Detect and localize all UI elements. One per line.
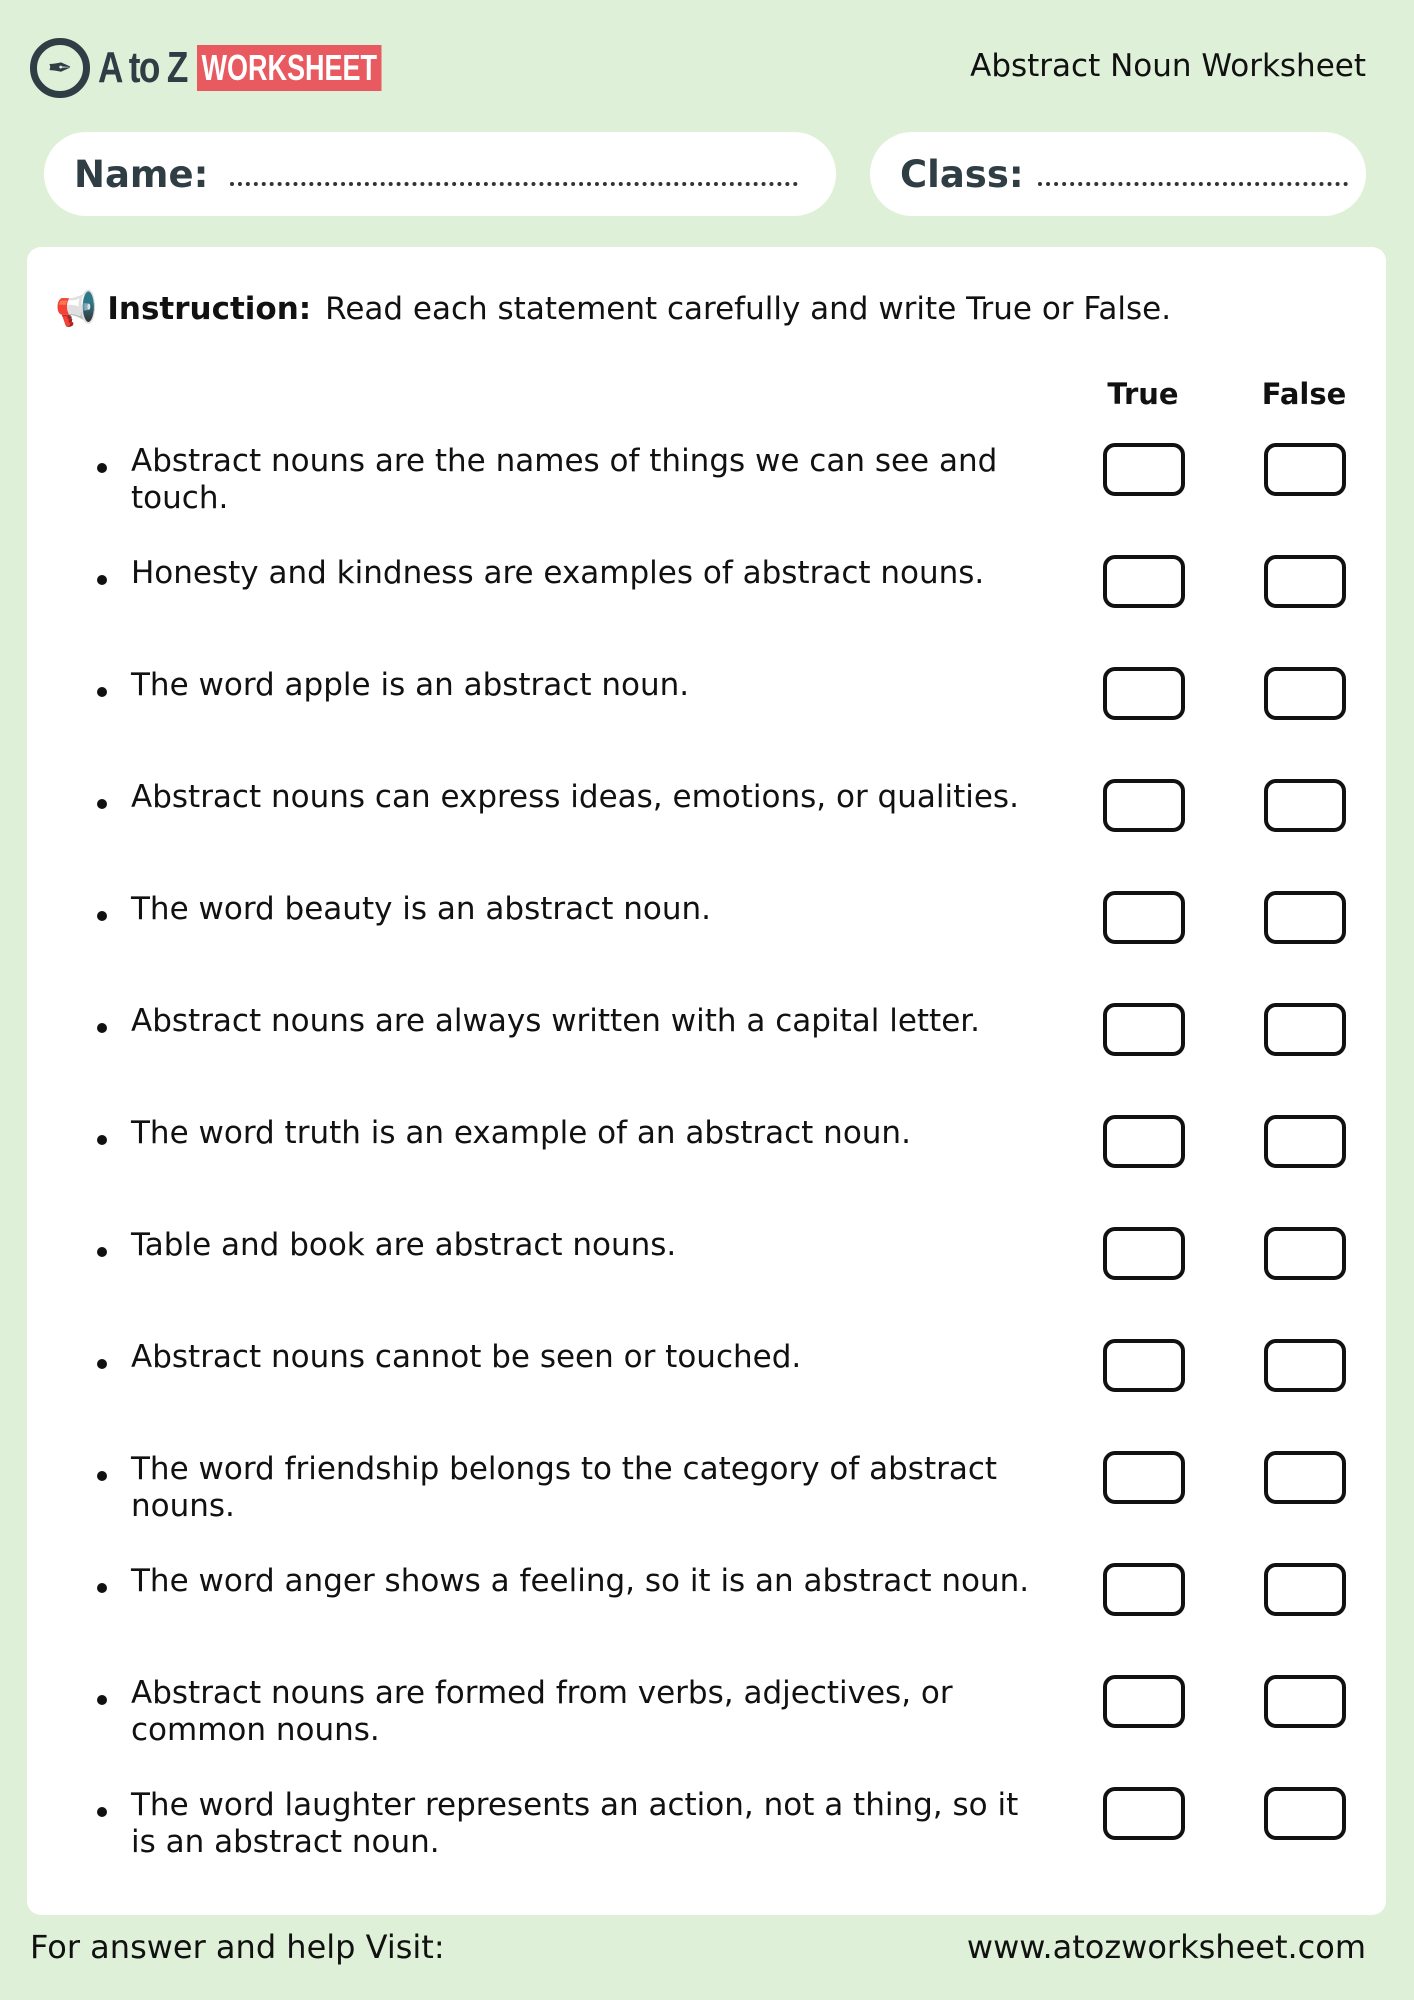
true-answer-box[interactable]	[1103, 1563, 1185, 1616]
footer-help-text: For answer and help Visit:	[30, 1928, 445, 1966]
true-answer-box[interactable]	[1103, 667, 1185, 720]
true-answer-box[interactable]	[1103, 891, 1185, 944]
true-answer-box[interactable]	[1103, 1675, 1185, 1728]
true-answer-box[interactable]	[1103, 1451, 1185, 1504]
statement-text: The word beauty is an abstract noun.	[131, 891, 711, 927]
bullet-icon	[97, 687, 107, 697]
class-line[interactable]	[1038, 182, 1348, 186]
statement-text: Abstract nouns can express ideas, emotions, or qualities.	[131, 779, 1019, 815]
statement-row	[27, 443, 1386, 555]
statement-text: Abstract nouns are formed from verbs, adjectives, or common nouns.	[131, 1675, 953, 1748]
false-answer-box[interactable]	[1264, 1563, 1346, 1616]
statement-text: The word laughter represents an action, not a thing, so it is an abstract noun.	[131, 1787, 1019, 1860]
statement-row	[27, 555, 1386, 667]
statement-row	[27, 1451, 1386, 1563]
bullet-icon	[97, 1807, 107, 1817]
false-answer-box[interactable]	[1264, 1675, 1346, 1728]
bullet-icon	[97, 575, 107, 585]
statement-row	[27, 1675, 1386, 1787]
statement-text: Abstract nouns are the names of things we can see and touch.	[131, 443, 998, 516]
bullet-icon	[97, 1471, 107, 1481]
bullet-icon	[97, 1583, 107, 1593]
bullet-icon	[97, 911, 107, 921]
statement-text: The word anger shows a feeling, so it is an abstract noun.	[131, 1563, 1030, 1599]
statement-text: Abstract nouns cannot be seen or touched.	[131, 1339, 802, 1375]
statement-row	[27, 1339, 1386, 1451]
statement-row	[27, 667, 1386, 779]
false-answer-box[interactable]	[1264, 1227, 1346, 1280]
statement-text: Honesty and kindness are examples of abstract nouns.	[131, 555, 985, 591]
false-answer-box[interactable]	[1264, 1787, 1346, 1840]
false-answer-box[interactable]	[1264, 555, 1346, 608]
true-answer-box[interactable]	[1103, 1003, 1185, 1056]
true-answer-box[interactable]	[1103, 555, 1185, 608]
true-answer-box[interactable]	[1103, 443, 1185, 496]
statement-text: The word friendship belongs to the category of abstract nouns.	[131, 1451, 998, 1524]
bullet-icon	[97, 1135, 107, 1145]
true-answer-box[interactable]	[1103, 1339, 1185, 1392]
false-column-header: False	[1261, 377, 1347, 411]
pen-logo-icon: ✒	[30, 38, 90, 98]
true-answer-box[interactable]	[1103, 779, 1185, 832]
name-label: Name:	[74, 152, 209, 196]
bullet-icon	[97, 1695, 107, 1705]
class-field[interactable]	[870, 132, 1366, 216]
false-answer-box[interactable]	[1264, 1003, 1346, 1056]
logo	[30, 38, 443, 98]
instruction-text: Read each statement carefully and write True or False.	[325, 291, 1172, 327]
false-answer-box[interactable]	[1264, 779, 1346, 832]
true-answer-box[interactable]	[1103, 1115, 1185, 1168]
statement-row	[27, 1563, 1386, 1675]
instruction-label: Instruction:	[107, 291, 312, 327]
bullet-icon	[97, 1023, 107, 1033]
instruction	[55, 289, 1171, 329]
megaphone-icon: 📢	[55, 289, 98, 329]
statement-row	[27, 1227, 1386, 1339]
false-answer-box[interactable]	[1264, 443, 1346, 496]
statement-row	[27, 1003, 1386, 1115]
bullet-icon	[97, 1247, 107, 1257]
class-label: Class:	[900, 152, 1024, 196]
bullet-icon	[97, 1359, 107, 1369]
statement-text: Table and book are abstract nouns.	[131, 1227, 677, 1263]
worksheet-title: Abstract Noun Worksheet	[970, 48, 1366, 84]
statement-row	[27, 1115, 1386, 1227]
logo-badge: WORKSHEET	[197, 45, 382, 91]
statement-row	[27, 891, 1386, 1003]
logo-text: A to Z	[98, 43, 187, 92]
false-answer-box[interactable]	[1264, 667, 1346, 720]
false-answer-box[interactable]	[1264, 1451, 1346, 1504]
true-answer-box[interactable]	[1103, 1227, 1185, 1280]
bullet-icon	[97, 799, 107, 809]
statement-text: Abstract nouns are always written with a capital letter.	[131, 1003, 981, 1039]
false-answer-box[interactable]	[1264, 1115, 1346, 1168]
true-answer-box[interactable]	[1103, 1787, 1185, 1840]
statement-text: The word apple is an abstract noun.	[131, 667, 690, 703]
statement-text: The word truth is an example of an abstract noun.	[131, 1115, 911, 1151]
question-card	[27, 247, 1386, 1915]
false-answer-box[interactable]	[1264, 1339, 1346, 1392]
name-field[interactable]	[44, 132, 836, 216]
false-answer-box[interactable]	[1264, 891, 1346, 944]
statement-row	[27, 1787, 1386, 1899]
footer-website-link[interactable]: www.atozworksheet.com	[966, 1928, 1366, 1966]
bullet-icon	[97, 463, 107, 473]
true-column-header: True	[1107, 377, 1179, 411]
name-line[interactable]	[230, 182, 798, 186]
statement-row	[27, 779, 1386, 891]
